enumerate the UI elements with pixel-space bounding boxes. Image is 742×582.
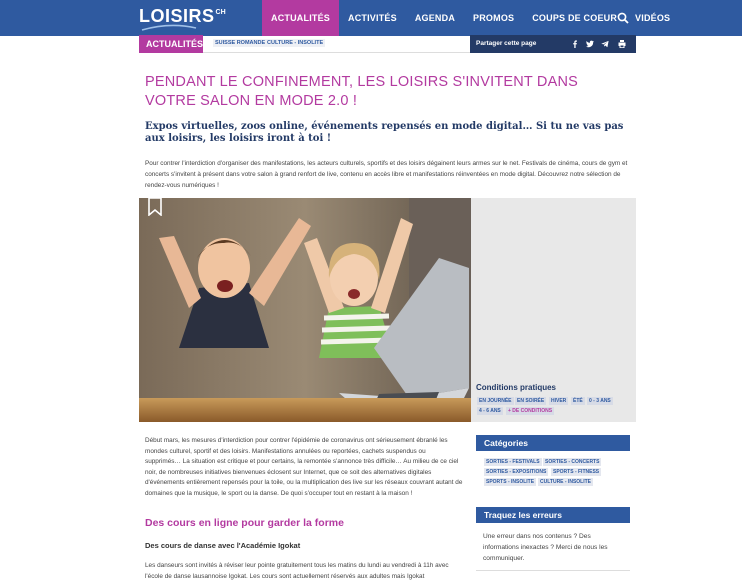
- tag-en-journee[interactable]: EN JOURNÉE: [479, 398, 512, 404]
- nav-promos[interactable]: PROMOS: [473, 13, 515, 23]
- section-heading-online-courses: Des cours en ligne pour garder la forme: [145, 517, 344, 529]
- logo-swoosh-icon: [140, 24, 198, 32]
- article-intro: Pour contrer l'interdiction d'organiser des manifestations, les acteurs culturels, sportifs et des loisirs dégainent leurs armes sur le net. Festivals de cinéma, cours de gym et concerts s'invitent à présent dans votre salon à grand renfort de live, contenu en accès libre et manifestations réinventées en mode digital. Découvrez notre sélection de rendez-vous numériques !: [145, 160, 628, 189]
- tag-4-6-ans[interactable]: 4 - 6 ANS: [479, 408, 501, 414]
- category-sports-insolite[interactable]: SPORTS - INSOLITE: [486, 479, 535, 485]
- logo-suffix: CH: [215, 9, 226, 16]
- share-label: Partager cette page: [476, 40, 537, 47]
- site-logo[interactable]: [139, 6, 226, 30]
- breadcrumb-suisse-romande[interactable]: SUISSE ROMANDE: [215, 40, 266, 46]
- section-subbar: [139, 35, 636, 53]
- nav-activites[interactable]: ACTIVITÉS: [348, 13, 397, 23]
- tag-0-3-ans[interactable]: 0 - 3 ANS: [589, 398, 611, 404]
- conditions-panel: [471, 198, 636, 422]
- tag-en-soiree[interactable]: EN SOIRÉE: [517, 398, 545, 404]
- facebook-icon[interactable]: [571, 40, 579, 48]
- errors-text[interactable]: Une erreur dans nos contenus ? Des informations inexactes ? Merci de nous les communiquer.: [483, 533, 608, 562]
- errors-title: Traquez les erreurs: [476, 507, 630, 523]
- top-navigation-bar: [0, 0, 742, 36]
- tag-ete[interactable]: ÉTÉ: [573, 398, 583, 404]
- errors-divider: [476, 570, 630, 571]
- print-icon[interactable]: [618, 40, 626, 48]
- article-photo: [139, 198, 471, 422]
- category-sports-fitness[interactable]: SPORTS - FITNESS: [553, 469, 600, 475]
- breadcrumb-culture-insolite[interactable]: CULTURE - INSOLITE: [267, 40, 324, 46]
- nav-videos[interactable]: VIDÉOS: [635, 13, 671, 23]
- tag-more-conditions[interactable]: + DE CONDITIONS: [508, 408, 553, 414]
- twitter-icon[interactable]: [586, 40, 594, 48]
- section-label[interactable]: ACTUALITÉS: [139, 35, 203, 53]
- category-culture-insolite[interactable]: CULTURE - INSOLITE: [540, 479, 592, 485]
- share-bar: [470, 35, 636, 53]
- article-lead: Expos virtuelles, zoos online, événements repensés en mode digital… Si tu ne vas pas aux loisirs, les loisirs iront à toi !: [145, 121, 624, 144]
- tag-hiver[interactable]: HIVER: [551, 398, 567, 404]
- category-sorties-expositions[interactable]: SORTIES - EXPOSITIONS: [486, 469, 547, 475]
- kids-laptop-illustration: [139, 198, 471, 422]
- subheading-dance-courses: Des cours de danse avec l'Académie Igokat: [145, 541, 301, 550]
- article-body: Début mars, les mesures d'interdiction pour contrer l'épidémie de coronavirus ont sérieusement ébranlé les mondes culturel, sportif et des loisirs. Manifestations annulées ou reportées, cachets suspendus ou supprimés… La situation est critique et pour certains, la remontée s'annonce très difficile… Au milieu de ce ciel noir, de nombreuses initiatives bienvenues éclosent sur Internet, que ce soit des alternatives digitales d'événements entièrement repensés pour la toile, ou la multiplication des live sur les réseaux couvrant autant de domaines que la musique, le sport ou la danse. De quoi s'occuper tout en restant à la maison !: [145, 437, 463, 497]
- logo-text: LOISIRS: [139, 6, 215, 26]
- category-sorties-concerts[interactable]: SORTIES - CONCERTS: [545, 459, 600, 465]
- article-title: PENDANT LE CONFINEMENT, LES LOISIRS S'INVITENT DANS VOTRE SALON EN MODE 2.0 !: [145, 74, 579, 109]
- category-sorties-festivals[interactable]: SORTIES - FESTIVALS: [486, 459, 540, 465]
- categories-title: Catégories: [476, 435, 630, 451]
- conditions-title: Conditions pratiques: [476, 383, 556, 392]
- bookmark-icon[interactable]: [148, 198, 162, 216]
- article-body-dance: Les danseurs sont invités à réviser leur pointe gratuitement tous les matins du lundi au vendredi à 11h avec l'école de danse lausannoise Igokat. Les cours sont actuellement réservés aux adultes mais Igokat: [145, 562, 449, 580]
- nav-agenda[interactable]: AGENDA: [414, 13, 456, 23]
- search-icon[interactable]: [617, 12, 629, 24]
- telegram-icon[interactable]: [601, 40, 609, 48]
- nav-actualites[interactable]: ACTUALITÉS: [262, 0, 339, 36]
- nav-coups-de-coeur[interactable]: COUPS DE COEUR: [532, 13, 618, 23]
